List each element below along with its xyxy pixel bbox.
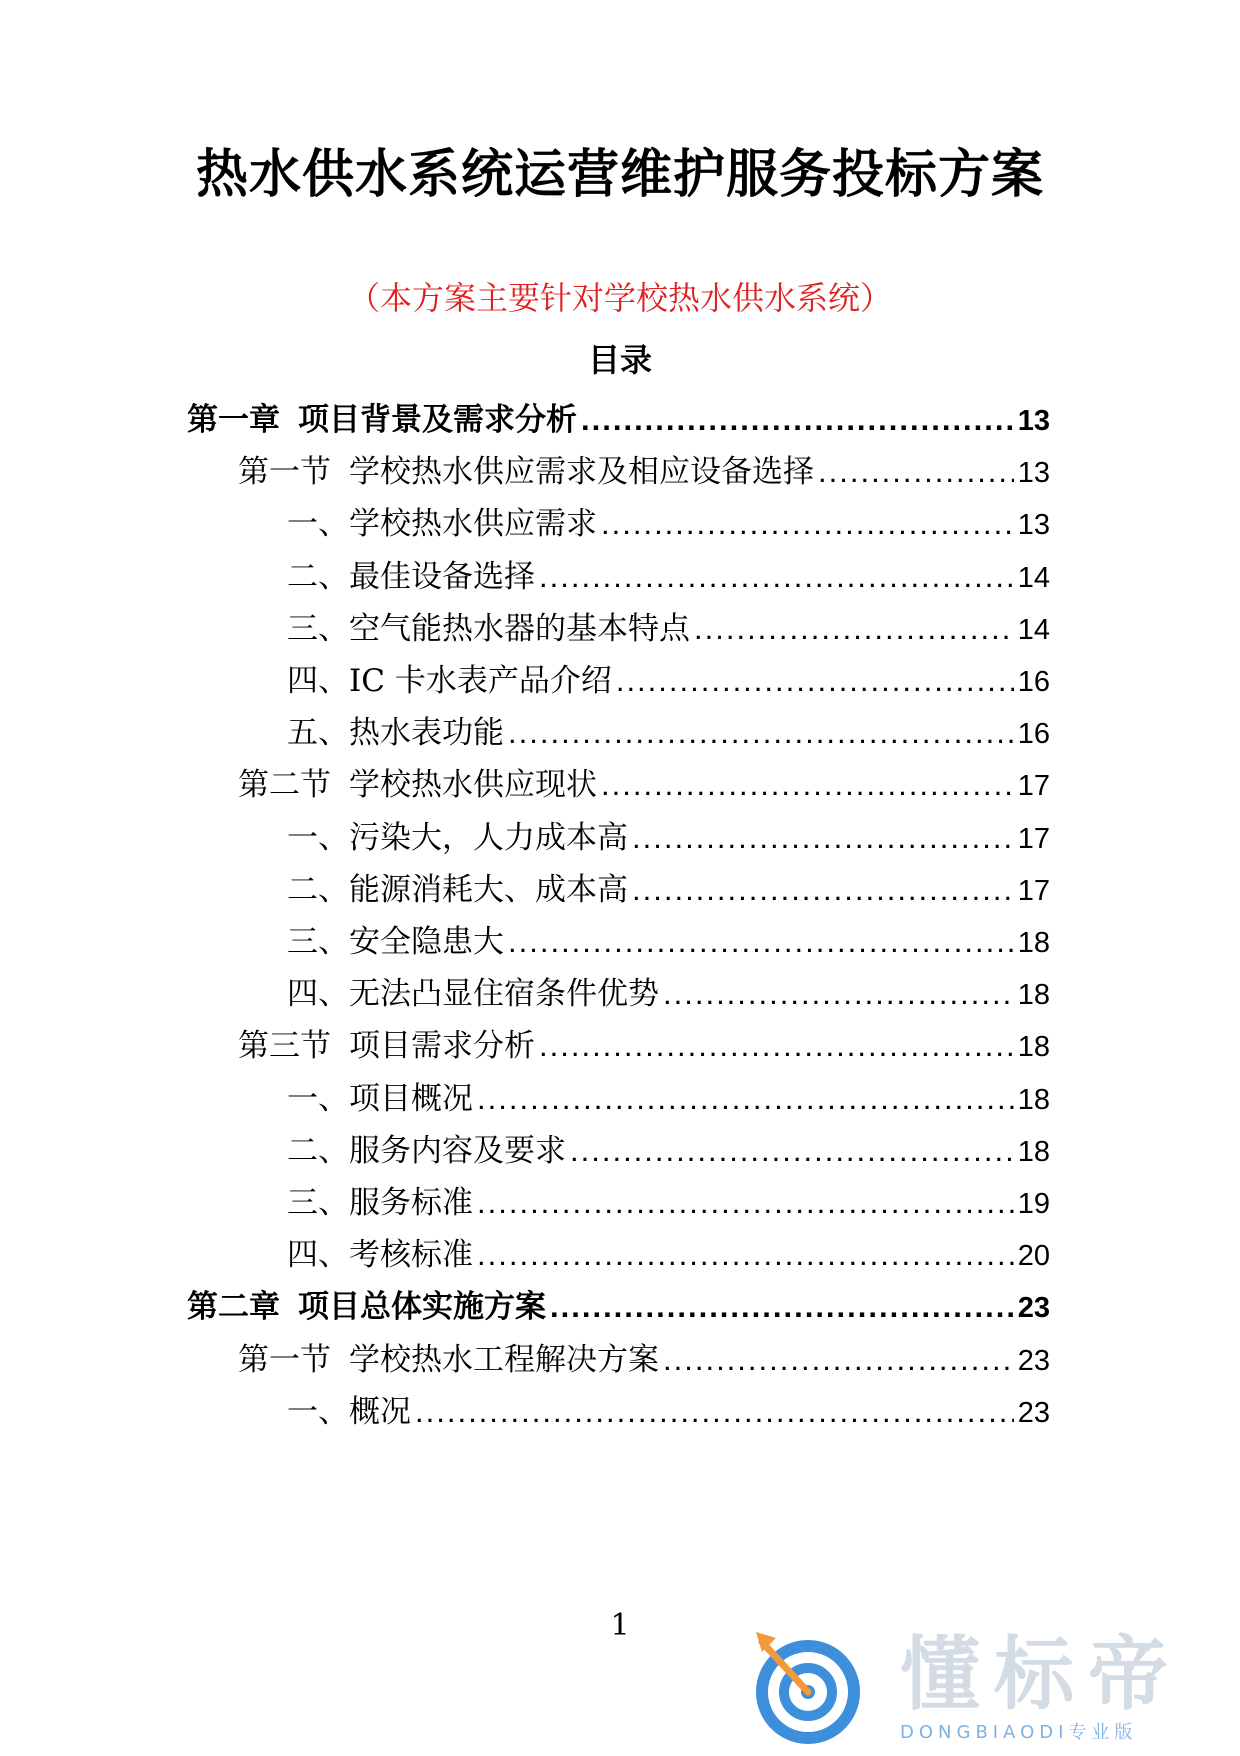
toc-entry-text: 一、污染大，人力成本高 <box>287 819 628 856</box>
toc-entry-text: 二、最佳设备选择 <box>287 558 535 595</box>
toc-entry-label: 第一节 <box>238 454 331 491</box>
toc-entry-text: 四、考核标准 <box>287 1237 473 1274</box>
toc-heading: 目录 <box>587 341 652 379</box>
toc-entry-section[interactable] <box>238 450 1050 494</box>
toc-dot-leader <box>663 1338 1014 1382</box>
watermark-tagline: DONGBIAODI专业版 <box>900 1722 1138 1743</box>
toc-entry-title <box>287 711 504 755</box>
toc-dot-leader <box>581 398 1014 442</box>
toc-entry-page: 18 <box>1017 927 1050 959</box>
toc-entry-page: 23 <box>1017 1344 1050 1377</box>
document-subtitle: （本方案主要针对学校热水供水系统） <box>347 279 892 317</box>
watermark-brand: 懂标帝 <box>900 1628 1182 1721</box>
toc-entry-text: 四、无法凸显住宿条件优势 <box>287 976 659 1013</box>
toc-entry-title <box>287 555 535 599</box>
toc-entry-title <box>287 816 628 860</box>
toc-entry-page: 16 <box>1017 666 1050 698</box>
toc-dot-leader <box>616 659 1014 703</box>
toc-entry-chapter[interactable] <box>187 398 1050 442</box>
toc-entry-page: 16 <box>1017 718 1050 751</box>
toc-entry-title <box>287 972 659 1016</box>
toc-entry-title <box>287 920 504 964</box>
toc-entry-page: 17 <box>1017 874 1050 907</box>
toc-dot-leader <box>477 1181 1014 1225</box>
toc-dot-leader <box>694 607 1014 651</box>
watermark <box>748 1628 1228 1746</box>
toc-dot-leader <box>818 450 1014 494</box>
toc-entry-page: 18 <box>1017 1135 1050 1168</box>
toc-entry-text: 学校热水供应现状 <box>349 767 597 804</box>
toc-dot-leader <box>415 1390 1014 1434</box>
toc-entry-title <box>187 1285 546 1329</box>
toc-entry-text: 三、安全隐患大 <box>287 924 504 960</box>
toc-entry-text: 二、服务内容及要求 <box>287 1132 566 1169</box>
toc-dot-leader <box>601 502 1014 546</box>
toc-entry-label: 第二节 <box>238 767 331 804</box>
toc-entry-text: 三、服务标准 <box>287 1185 473 1221</box>
toc-entry-title <box>287 1233 473 1277</box>
toc-entry-text: 学校热水供应需求及相应设备选择 <box>349 454 814 491</box>
toc-dot-leader <box>508 711 1014 755</box>
toc-entry-title <box>287 659 612 703</box>
toc-entry-item[interactable] <box>287 868 1050 912</box>
toc-entry-item[interactable] <box>287 972 1050 1016</box>
toc-dot-leader <box>663 972 1014 1016</box>
toc-entry-title <box>287 1181 473 1225</box>
toc-entry-page: 14 <box>1017 613 1050 646</box>
toc-dot-leader <box>632 816 1014 860</box>
document-title: 热水供水系统运营维护服务投标方案 <box>195 144 1044 205</box>
toc-dot-leader <box>550 1285 1014 1329</box>
toc-entry-text: 五、热水表功能 <box>287 715 504 752</box>
toc-entry-title <box>287 1129 566 1173</box>
toc-entry-text: 三、空气能热水器的基本特点 <box>287 610 690 647</box>
toc-entry-item[interactable] <box>287 920 1050 964</box>
toc-entry-label: 第三节 <box>238 1028 331 1065</box>
toc-entry-title <box>187 398 577 442</box>
toc-entry-item[interactable] <box>287 659 1050 703</box>
toc-entry-item[interactable] <box>287 502 1050 546</box>
toc-entry-label: 第一节 <box>238 1341 331 1378</box>
toc-entry-page: 14 <box>1017 561 1050 594</box>
toc-entry-title <box>287 502 597 546</box>
toc-entry-text: 一、概况 <box>287 1393 411 1430</box>
toc-entry-page: 20 <box>1017 1240 1050 1273</box>
toc-entry-page: 18 <box>1017 979 1050 1012</box>
toc-dot-leader <box>477 1233 1014 1277</box>
toc-entry-page: 13 <box>1017 405 1050 437</box>
toc-entry-title <box>238 1024 535 1068</box>
toc-dot-leader <box>508 920 1014 964</box>
toc-entry-title <box>238 450 814 494</box>
toc-dot-leader <box>539 1024 1014 1068</box>
toc-entry-page: 19 <box>1017 1188 1050 1220</box>
toc-entry-item[interactable] <box>287 1077 1050 1121</box>
toc-entry-item[interactable] <box>287 1129 1050 1173</box>
toc-entry-text: 一、学校热水供应需求 <box>287 506 597 543</box>
toc-entry-text: 一、项目概况 <box>287 1080 473 1117</box>
toc-entry-title <box>287 607 690 651</box>
toc-entry-page: 13 <box>1017 509 1050 542</box>
toc-entry-label: 第一章 <box>187 402 280 438</box>
toc-dot-leader <box>570 1129 1014 1173</box>
toc-entry-text: 四、IC 卡水表产品介绍 <box>287 663 612 699</box>
target-logo-icon <box>748 1628 878 1746</box>
toc-entry-page: 18 <box>1017 1083 1050 1116</box>
toc-entry-label: 第二章 <box>187 1289 280 1326</box>
toc-entry-text: 项目需求分析 <box>349 1028 535 1065</box>
toc-dot-leader <box>632 868 1014 912</box>
toc-entry-section[interactable] <box>238 1338 1050 1382</box>
toc-entry-item[interactable] <box>287 1390 1050 1434</box>
toc-entry-text: 学校热水工程解决方案 <box>349 1341 659 1378</box>
toc-entry-chapter[interactable] <box>187 1285 1050 1329</box>
toc-entry-section[interactable] <box>238 1024 1050 1068</box>
page-number: 1 <box>610 1608 630 1643</box>
toc-entry-text: 二、能源消耗大、成本高 <box>287 871 628 908</box>
toc-entry-item[interactable] <box>287 711 1050 755</box>
toc-entry-title <box>287 1077 473 1121</box>
toc-dot-leader <box>477 1077 1014 1121</box>
toc-entry-item[interactable] <box>287 555 1050 599</box>
toc-entry-text: 项目背景及需求分析 <box>298 402 577 438</box>
toc-entry-title <box>287 868 628 912</box>
toc-entry-item[interactable] <box>287 607 1050 651</box>
toc-entry-item[interactable] <box>287 1233 1050 1277</box>
toc-entry-title <box>287 1390 411 1434</box>
toc-dot-leader <box>539 555 1014 599</box>
toc-entry-title <box>238 1338 659 1382</box>
toc-entry-text: 项目总体实施方案 <box>298 1289 546 1326</box>
toc-entry-page: 13 <box>1017 457 1050 490</box>
toc-entry-page: 17 <box>1017 770 1050 803</box>
toc-entry-item[interactable] <box>287 816 1050 860</box>
toc-entry-title <box>238 763 597 807</box>
toc-entry-section[interactable] <box>238 763 1050 807</box>
toc-dot-leader <box>601 763 1014 807</box>
toc-entry-item[interactable] <box>287 1181 1050 1225</box>
toc-entry-page: 17 <box>1017 822 1050 855</box>
toc-entry-page: 18 <box>1017 1031 1050 1064</box>
toc-entry-page: 23 <box>1017 1292 1050 1325</box>
toc-entry-page: 23 <box>1017 1396 1050 1429</box>
